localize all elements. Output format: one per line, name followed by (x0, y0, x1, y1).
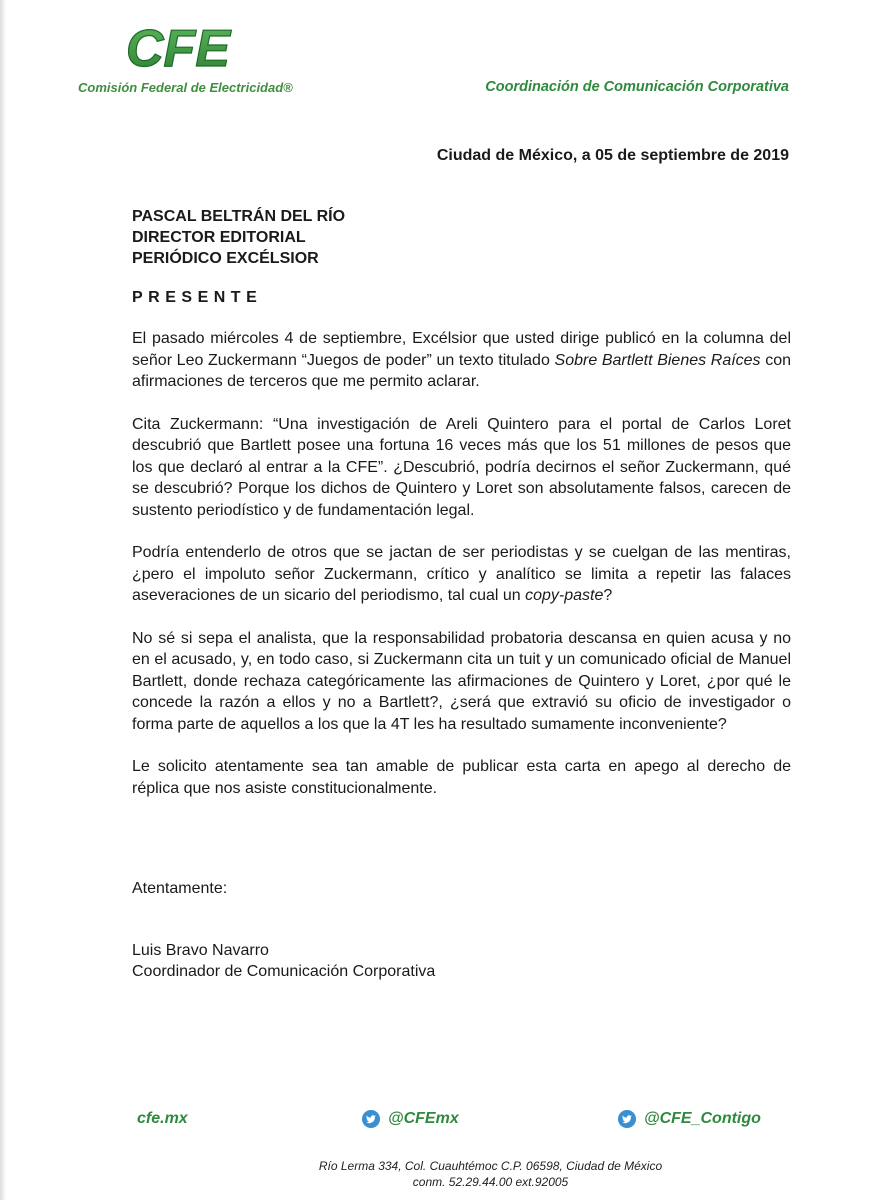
paragraph-3-emphasis: copy-paste (525, 587, 604, 604)
paragraph-3-text: Podría entenderlo de otros que se jactan de ser periodistas y se cuelgan de las mentiras, ¿pero el impoluto señor Zuckermann, crítico y analítico se limita a repetir las falaces aseveraciones de un sicario del periodismo, tal cual un (132, 544, 791, 604)
twitter-handle-cfemx[interactable] (362, 1110, 459, 1128)
signature-block (132, 940, 435, 982)
closing: Atentamente: (132, 880, 228, 897)
signer-title: Coordinador de Comunicación Corporativa (132, 963, 436, 980)
twitter-handle-text: @CFEmx (388, 1110, 459, 1127)
twitter-bird-icon (362, 1110, 380, 1128)
recipient-title: DIRECTOR EDITORIAL (132, 229, 306, 246)
paragraph-3 (132, 542, 791, 607)
twitter-handle-text: @CFE_Contigo (644, 1110, 761, 1127)
phone-line: conm. 52.29.44.00 ext.92005 (412, 1175, 569, 1189)
letter-body (132, 328, 791, 820)
svg-text:CFE: CFE (126, 20, 230, 76)
cfe-logo-mark (124, 18, 232, 76)
footer-address (0, 1158, 891, 1190)
recipient-block (132, 206, 345, 269)
signer-name: Luis Bravo Navarro (132, 942, 269, 959)
address-line: Río Lerma 334, Col. Cuauhtémoc C.P. 06598, Ciudad de México (318, 1159, 663, 1173)
paragraph-4: No sé si sepa el analista, que la responsabilidad probatoria descansa en quien acusa y no en el acusado, y, en todo caso, si Zuckermann cita un tuit y un comunicado oficial de Manuel Bartlett, donde rechaza categóricamente las afirmaciones de Quintero y Loret, ¿por qué le concede la razón a ellos y no a Bartlett?, ¿será que extravió su oficio de investigador o forma parte de aquellos a los que la 4T les ha resultado sumamente inconveniente? (132, 629, 791, 733)
paragraph-3-text-end: ? (603, 587, 613, 604)
recipient-name: PASCAL BELTRÁN DEL RÍO (132, 208, 346, 225)
paragraph-1-title: Sobre Bartlett Bienes Raíces (554, 351, 761, 369)
paragraph-5: Le solicito atentamente sea tan amable de publicar esta carta en apego al derecho de réplica que nos asiste constitucionalmente. (132, 758, 791, 797)
org-name: Comisión Federal de Electricidad® (78, 80, 293, 95)
date-line: Ciudad de México, a 05 de septiembre de 2019 (436, 147, 789, 164)
page-edge-shadow (0, 0, 6, 1200)
website-link[interactable]: cfe.mx (137, 1110, 188, 1127)
cfe-logo (78, 18, 293, 98)
twitter-handle-cfe-contigo[interactable] (618, 1110, 761, 1128)
paragraph-1 (132, 328, 791, 393)
paragraph-2: Cita Zuckermann: “Una investigación de Areli Quintero para el portal de Carlos Loret descubrió que Bartlett posee una fortuna 16 veces más que los 51 millones de pesos que los que declaró al entrar a la CFE”. ¿Descubrió, podría decirnos el señor Zuckermann, qué se descubrió? Porque los dichos de Quintero y Loret son absolutamente falsos, carecen de sustento periodístico y de fundamentación legal. (132, 415, 791, 519)
paragraph-1-text-end: con afirmaciones de terceros que me permito aclarar. (132, 351, 792, 390)
recipient-organization: PERIÓDICO EXCÉLSIOR (132, 250, 319, 267)
paragraph-1-text: El pasado miércoles 4 de septiembre, Excélsior que usted dirige publicó en la columna del señor Leo Zuckermann “Juegos de poder” un texto titulado (132, 330, 791, 369)
department-name: Coordinación de Comunicación Corporativa (485, 79, 789, 95)
twitter-bird-icon (618, 1110, 636, 1128)
salutation: PRESENTE (132, 289, 263, 306)
